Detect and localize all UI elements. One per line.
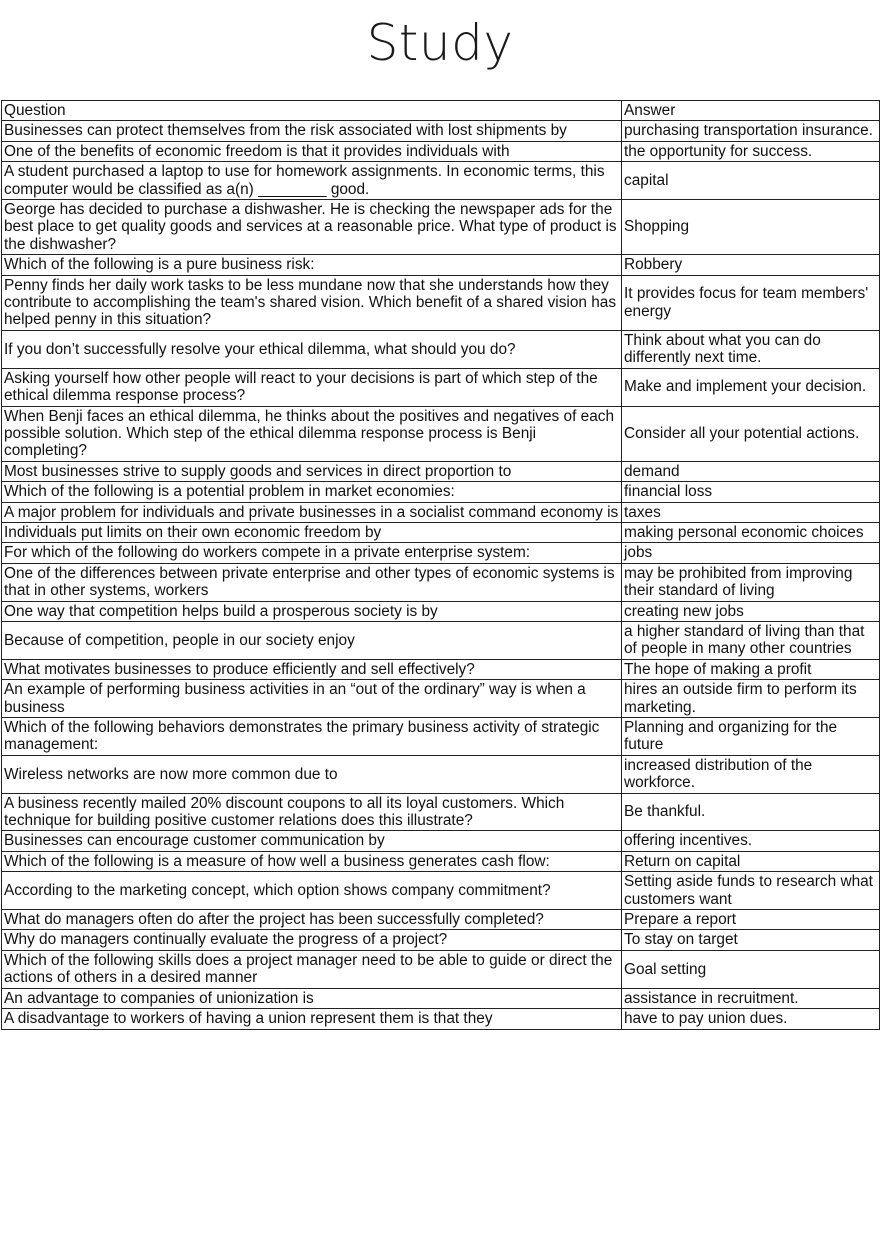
page-title: Study (366, 14, 514, 72)
question-cell: One of the benefits of economic freedom is that it provides individuals with (2, 141, 622, 161)
answer-column-header: Answer (622, 101, 880, 121)
answer-cell: Make and implement your decision. (622, 368, 880, 406)
answer-cell: Be thankful. (622, 793, 880, 831)
table-row (2, 621, 880, 659)
table-row (2, 831, 880, 851)
answer-cell: may be prohibited from improving their standard of living (622, 563, 880, 601)
question-cell: Wireless networks are now more common due to (2, 755, 622, 793)
answer-cell: Prepare a report (622, 910, 880, 930)
question-cell: Which of the following skills does a project manager need to be able to guide or direct the actions of others in a desired manner (2, 950, 622, 988)
question-cell: One way that competition helps build a prosperous society is by (2, 601, 622, 621)
table-row (2, 950, 880, 988)
table-row (2, 162, 880, 200)
question-cell: An advantage to companies of unionization is (2, 988, 622, 1008)
answer-cell: Goal setting (622, 950, 880, 988)
answer-cell: Return on capital (622, 851, 880, 871)
question-cell: According to the marketing concept, which option shows company commitment? (2, 872, 622, 910)
answer-cell: assistance in recruitment. (622, 988, 880, 1008)
question-cell: What do managers often do after the project has been successfully completed? (2, 910, 622, 930)
answer-cell: hires an outside firm to perform its marketing. (622, 680, 880, 718)
question-cell: Businesses can protect themselves from the risk associated with lost shipments by (2, 121, 622, 141)
table-row (2, 601, 880, 621)
question-cell: A major problem for individuals and private businesses in a socialist command economy is (2, 502, 622, 522)
answer-cell: Think about what you can do differently next time. (622, 330, 880, 368)
question-cell: One of the differences between private enterprise and other types of economic systems is that in other systems, workers (2, 563, 622, 601)
question-cell: A business recently mailed 20% discount coupons to all its loyal customers. Which technique for building positive customer relations does this illustrate? (2, 793, 622, 831)
answer-cell: Shopping (622, 200, 880, 255)
answer-cell: It provides focus for team members' energy (622, 275, 880, 330)
table-row (2, 755, 880, 793)
answer-cell: have to pay union dues. (622, 1009, 880, 1029)
question-cell: Which of the following is a pure business risk: (2, 255, 622, 275)
table-row (2, 680, 880, 718)
answer-cell: increased distribution of the workforce. (622, 755, 880, 793)
question-cell: Most businesses strive to supply goods and services in direct proportion to (2, 461, 622, 481)
answer-cell: offering incentives. (622, 831, 880, 851)
answer-cell: To stay on target (622, 930, 880, 950)
table-row (2, 1009, 880, 1029)
table-row (2, 121, 880, 141)
table-row (2, 872, 880, 910)
question-cell: If you don’t successfully resolve your ethical dilemma, what should you do? (2, 330, 622, 368)
question-cell: Which of the following is a potential problem in market economies: (2, 482, 622, 502)
question-cell: Because of competition, people in our society enjoy (2, 621, 622, 659)
answer-cell: Setting aside funds to research what customers want (622, 872, 880, 910)
table-row (2, 461, 880, 481)
answer-cell: Consider all your potential actions. (622, 406, 880, 461)
question-cell: A disadvantage to workers of having a union represent them is that they (2, 1009, 622, 1029)
table-row (2, 406, 880, 461)
table-row (2, 718, 880, 756)
table-row (2, 930, 880, 950)
table-row (2, 522, 880, 542)
question-column-header: Question (2, 101, 622, 121)
question-cell: A student purchased a laptop to use for homework assignments. In economic terms, this computer would be classified as a(n) ________ good. (2, 162, 622, 200)
answer-cell: jobs (622, 543, 880, 563)
question-cell: An example of performing business activities in an “out of the ordinary” way is when a business (2, 680, 622, 718)
question-cell: Which of the following is a measure of how well a business generates cash flow: (2, 851, 622, 871)
table-row (2, 793, 880, 831)
answer-cell: a higher standard of living than that of people in many other countries (622, 621, 880, 659)
question-cell: Businesses can encourage customer communication by (2, 831, 622, 851)
question-cell: Penny finds her daily work tasks to be less mundane now that she understands how they contribute to accomplishing the team's shared vision. Which benefit of a shared vision has helped penny in this situation? (2, 275, 622, 330)
table-row (2, 563, 880, 601)
question-cell: Why do managers continually evaluate the progress of a project? (2, 930, 622, 950)
question-cell: For which of the following do workers compete in a private enterprise system: (2, 543, 622, 563)
table-row (2, 368, 880, 406)
table-row (2, 200, 880, 255)
table-row (2, 255, 880, 275)
table-row (2, 330, 880, 368)
answer-cell: making personal economic choices (622, 522, 880, 542)
table-row (2, 851, 880, 871)
table-row (2, 482, 880, 502)
table-row (2, 910, 880, 930)
table-row (2, 502, 880, 522)
table-row (2, 141, 880, 161)
table-row (2, 275, 880, 330)
table-header-row (2, 101, 880, 121)
answer-cell: financial loss (622, 482, 880, 502)
table-row (2, 659, 880, 679)
answer-cell: capital (622, 162, 880, 200)
answer-cell: creating new jobs (622, 601, 880, 621)
question-cell: Asking yourself how other people will react to your decisions is part of which step of the ethical dilemma response process? (2, 368, 622, 406)
answer-cell: the opportunity for success. (622, 141, 880, 161)
answer-cell: Planning and organizing for the future (622, 718, 880, 756)
question-cell: When Benji faces an ethical dilemma, he thinks about the positives and negatives of each possible solution. Which step of the ethical dilemma response process is Benji completing? (2, 406, 622, 461)
answer-cell: The hope of making a profit (622, 659, 880, 679)
answer-cell: Robbery (622, 255, 880, 275)
answer-cell: taxes (622, 502, 880, 522)
question-cell: What motivates businesses to produce efficiently and sell effectively? (2, 659, 622, 679)
answer-cell: purchasing transportation insurance. (622, 121, 880, 141)
table-row (2, 543, 880, 563)
table-row (2, 988, 880, 1008)
question-cell: Individuals put limits on their own economic freedom by (2, 522, 622, 542)
question-cell: Which of the following behaviors demonstrates the primary business activity of strategic management: (2, 718, 622, 756)
study-table (1, 100, 880, 1030)
question-cell: George has decided to purchase a dishwasher. He is checking the newspaper ads for the best place to get quality goods and services at a reasonable price. What type of product is the dishwasher? (2, 200, 622, 255)
answer-cell: demand (622, 461, 880, 481)
